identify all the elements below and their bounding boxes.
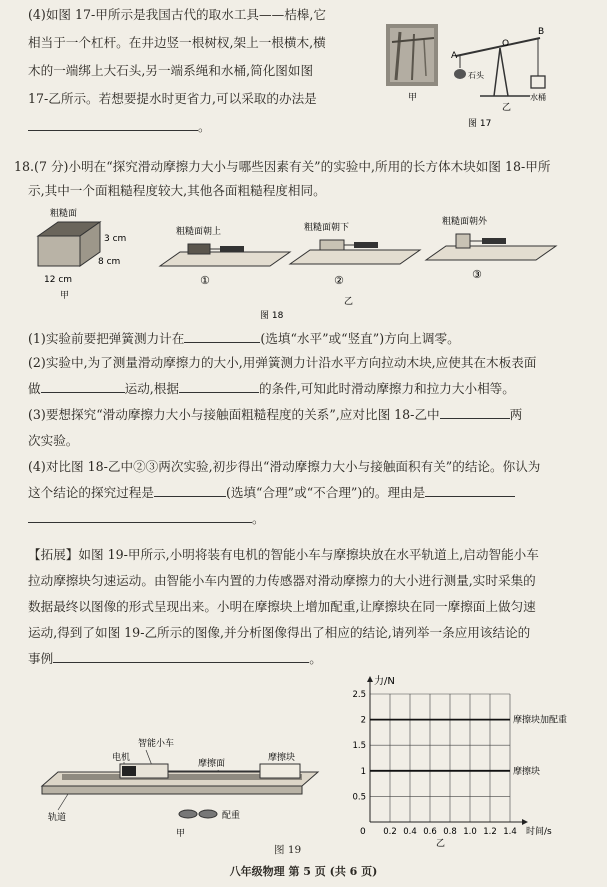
q18-2-blank-condition[interactable] [179,380,259,393]
q17-answer-blank[interactable] [28,118,198,131]
q18-2-blank-motion[interactable] [41,380,125,393]
rough-face-label: 粗糙面 [50,209,78,219]
motor-label: 电机 [112,753,131,763]
car-label: 智能小车 [138,739,175,749]
q17-answer-line [28,118,211,136]
q18-part3-line1: (3)要想探究“滑动摩擦力大小与接触面粗糙程度的关系”,应对比图 18-乙中 两 [28,407,523,422]
q18-4-blank-reason-cont[interactable] [28,510,252,523]
surface-label: 摩擦面 [198,759,226,769]
chart-y-tick-label: 1.5 [352,741,366,752]
track-label: 轨道 [48,813,67,823]
lever-beam [456,38,540,56]
figure-19-apparatus [28,720,328,860]
board-2 [290,250,420,264]
block-3 [456,234,470,248]
point-a-label: A [451,51,458,61]
motor-shape [122,766,136,776]
fig19-caption: 图 19 [274,844,302,856]
spring-scale-2 [354,242,378,248]
figure-17 [380,20,560,130]
chart-x-tick-label: 1.4 [503,827,517,837]
q18-intro-1: 18.(7 分)小明在“探究滑动摩擦力大小与哪些因素有关”的实验中,所用的长方体木块如图 18-甲所 [14,159,551,174]
chart-x-axis-arrow [522,819,528,825]
setup3-label: 粗糙面朝外 [442,217,488,227]
weight-label: 配重 [222,811,241,821]
dim-width: 12 cm [44,275,73,285]
ext-line-5: 事例 。 [28,651,322,666]
q18-part2-line1: (2)实验中,为了测量滑动摩擦力的大小,用弹簧测力计沿水平方向拉动木块,应使其在木板表面 [28,355,537,370]
figure-18-svg [28,204,588,322]
chart-y-axis-label: 力/N [374,676,395,687]
weight-disc-1 [179,810,197,818]
chart-x-tick-label: 0.8 [443,827,457,837]
ext-example-blank[interactable] [53,650,309,663]
point-b-label: B [538,27,545,37]
q17-part4 [28,6,368,156]
chart-x-axis-label: 时间/s [526,827,552,837]
q18-1-blank[interactable] [184,330,260,343]
chart-x-tick-label: 0.4 [403,827,417,837]
spring-scale-3 [482,238,506,244]
bucket-shape [531,76,545,88]
q18-part4-line1: (4)对比图 18-乙中②③两次实验,初步得出“滑动摩擦力大小与接触面积有关”的结论。你认为 [28,459,541,474]
chart-y-tick-label: 2 [360,715,366,726]
lever-post [494,48,500,96]
chart-x-tick-label: 1.0 [463,827,477,837]
q18-part4-line2: 这个结论的探究过程是 (选填“合理”或“不合理”)的。理由是 [28,484,515,502]
q17-line-1: (4)如图 17-甲所示是我国古代的取水工具——桔槔,它 [28,7,327,22]
ext-line-3: 数据最终以图像的形式呈现出来。小明在摩擦块上增加配重,让摩擦块在同一摩擦面上做匀速 [28,599,536,614]
dim-depth: 8 cm [98,257,121,267]
ext-line-1: 【拓展】如图 19-甲所示,小明将装有电机的智能小车与摩擦块放在水平轨道上,启动智能小车 [28,547,539,562]
chart-x-tick-label: 0.2 [383,827,397,837]
ext-line-2: 拉动摩擦块匀速运动。由智能小车内置的力传感器对滑动摩擦力的大小进行测量,实时采集的 [28,573,536,588]
chart-x-tick-label: 0.6 [423,827,437,837]
block-label: 摩擦块 [268,753,296,763]
q17-line-2: 相当于一个杠杆。在井边竖一根树杈,架上一根横木,横 [28,35,326,50]
q17-end: 。 [198,119,211,134]
q18-3-blank[interactable] [440,406,510,419]
q18-intro-2: 示,其中一个面粗糙程度较大,其他各面粗糙程度相同。 [28,183,326,198]
friction-block-shape [260,764,300,778]
stone-shape [454,69,466,79]
block-1 [188,244,210,254]
figure-18 [28,204,588,322]
q18-4-blank-reason[interactable] [425,484,515,497]
setup1-label: 粗糙面朝上 [176,227,222,237]
setup1-number: ① [200,274,210,287]
q18-part3-line2: 次实验。 [28,433,79,448]
chart-series-label: 摩擦块加配重 [513,715,568,726]
chart-origin-label: 0 [360,827,366,837]
ext-line-4: 运动,得到了如图 19-乙所示的图像,并分析图像得出了相应的结论,请列举一条应用该结论的 [28,625,531,640]
q18-4-blank-judgement[interactable] [154,484,226,497]
fig18-caption: 图 18 [260,311,284,321]
chart-y-tick-label: 2.5 [352,690,366,700]
point-o-label: O [502,39,510,49]
q17-line-3: 木的一端绑上大石头,另一端系绳和水桶,简化图如图 [28,63,314,78]
page-footer: 八年级物理 第 5 页 (共 6 页) [229,865,378,878]
chart-y-tick-label: 1 [360,766,366,777]
fig19-jia-label: 甲 [176,829,186,839]
fig19-yi-label: 乙 [436,839,446,848]
figure-19-chart [340,660,580,848]
board-3 [426,246,556,260]
figure-17-svg [380,20,560,130]
q18-part2-line2: 做 运动,根据 的条件,可知此时滑动摩擦力和拉力大小相等。 [28,381,515,396]
stone-label: 石头 [468,71,484,80]
fig18-jia-label: 甲 [60,291,70,301]
setup2-number: ② [334,274,344,287]
fig17-caption: 图 17 [468,119,492,129]
dim-height: 3 cm [104,234,127,244]
q17-line-4: 17-乙所示。若想要提水时更省力,可以采取的办法是 [28,91,317,106]
weight-disc-2 [199,810,217,818]
fig17-jia-label: 甲 [408,93,418,103]
figure-19-apparatus-svg [28,720,328,860]
setup2-label: 粗糙面朝下 [304,223,350,233]
q18-part1: (1)实验前要把弹簧测力计在 (选填“水平”或“竖直”)方向上调零。 [28,331,460,346]
chart-series-label: 摩擦块 [513,766,541,777]
block-front-face [38,236,80,266]
fig18-yi-label: 乙 [344,297,354,307]
block-2 [320,240,344,250]
force-time-chart [340,660,580,848]
chart-y-tick-label: 0.5 [352,792,366,803]
bucket-label: 水桶 [530,93,546,102]
chart-y-axis-arrow [367,676,373,682]
chart-x-tick-label: 1.2 [483,827,497,837]
spring-scale-1 [220,246,244,252]
setup3-number: ③ [472,268,482,281]
board-1 [160,252,290,266]
q18-part4-line3: 。 [28,510,265,528]
fig17-yi-label: 乙 [502,103,512,113]
